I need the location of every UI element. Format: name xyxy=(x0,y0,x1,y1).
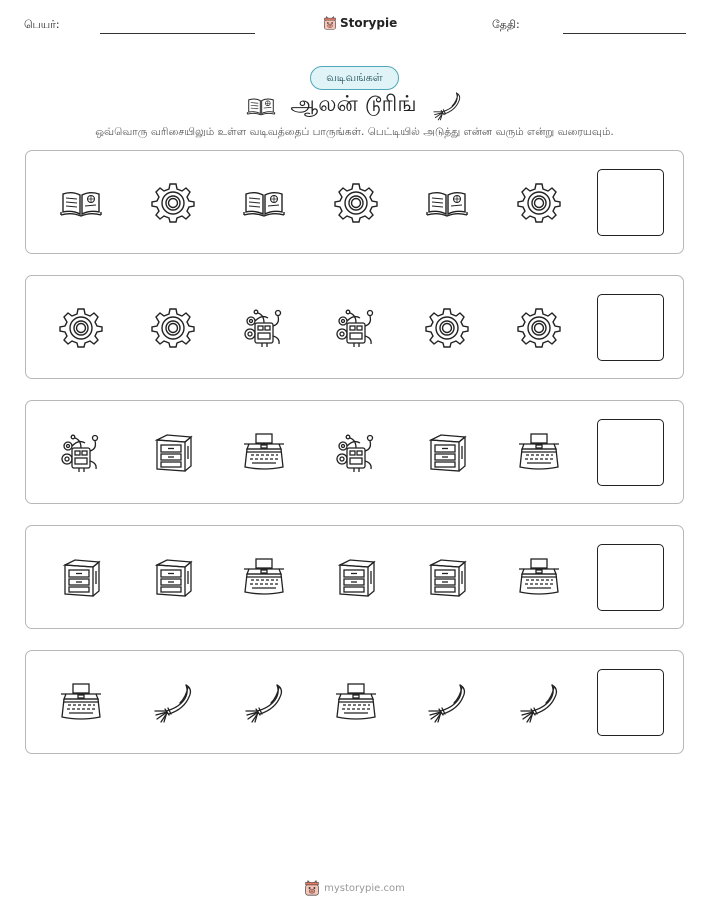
gear-icon xyxy=(425,306,469,350)
circuit-board-icon xyxy=(59,431,103,475)
pattern-item xyxy=(59,556,103,600)
filing-cabinet-icon xyxy=(59,556,103,600)
pattern-item xyxy=(59,431,103,475)
open-book-icon xyxy=(425,181,469,225)
filing-cabinet-icon xyxy=(334,556,378,600)
gear-icon xyxy=(151,306,195,350)
cable-icon xyxy=(431,90,463,122)
pig-mascot-icon xyxy=(323,14,337,32)
filing-cabinet-icon xyxy=(151,556,195,600)
pattern-item xyxy=(517,181,561,225)
pattern-item xyxy=(334,556,378,600)
name-label: பெயர்: xyxy=(24,18,60,31)
filing-cabinet-icon xyxy=(151,431,195,475)
pattern-item xyxy=(334,431,378,475)
typewriter-icon xyxy=(59,681,103,725)
brand-logo xyxy=(323,13,397,33)
filing-cabinet-icon xyxy=(425,556,469,600)
filing-cabinet-icon xyxy=(425,431,469,475)
pattern-item xyxy=(517,681,561,725)
brand-name: Storypie xyxy=(340,16,398,30)
pattern-row-5 xyxy=(25,650,684,754)
answer-box[interactable] xyxy=(597,419,664,486)
pattern-item xyxy=(151,181,195,225)
pattern-row-1 xyxy=(25,150,684,254)
pattern-item xyxy=(59,681,103,725)
answer-box[interactable] xyxy=(597,669,664,736)
pattern-item xyxy=(334,306,378,350)
pattern-item xyxy=(59,306,103,350)
pattern-item xyxy=(425,306,469,350)
answer-box[interactable] xyxy=(597,294,664,361)
category-badge: வடிவங்கள் xyxy=(310,66,399,90)
pattern-item xyxy=(425,181,469,225)
typewriter-icon xyxy=(517,556,561,600)
pattern-item xyxy=(151,681,195,725)
pattern-item xyxy=(151,431,195,475)
footer xyxy=(0,878,709,898)
name-line[interactable] xyxy=(100,33,255,34)
title-row xyxy=(0,90,709,122)
pattern-item xyxy=(242,431,286,475)
gear-icon xyxy=(517,181,561,225)
circuit-board-icon xyxy=(334,431,378,475)
pattern-item xyxy=(425,556,469,600)
typewriter-icon xyxy=(242,431,286,475)
pattern-item xyxy=(425,681,469,725)
open-book-icon xyxy=(59,181,103,225)
pattern-item xyxy=(242,306,286,350)
pattern-item xyxy=(242,556,286,600)
cable-icon xyxy=(425,681,469,725)
worksheet-header xyxy=(0,0,709,50)
cable-icon xyxy=(151,681,195,725)
typewriter-icon xyxy=(334,681,378,725)
pattern-item xyxy=(517,306,561,350)
circuit-board-icon xyxy=(334,306,378,350)
answer-box[interactable] xyxy=(597,169,664,236)
pattern-item xyxy=(59,181,103,225)
gear-icon xyxy=(517,306,561,350)
open-book-icon xyxy=(246,91,276,121)
pattern-row-3 xyxy=(25,400,684,504)
gear-icon xyxy=(151,181,195,225)
pattern-row-2 xyxy=(25,275,684,379)
open-book-icon xyxy=(242,181,286,225)
pig-mascot-icon xyxy=(304,879,320,897)
pattern-item xyxy=(151,306,195,350)
pattern-row-4 xyxy=(25,525,684,629)
date-line[interactable] xyxy=(563,33,686,34)
pattern-item xyxy=(334,181,378,225)
page-title: ஆலன் டூரிங் xyxy=(290,92,417,117)
cable-icon xyxy=(517,681,561,725)
footer-url: mystorypie.com xyxy=(324,882,405,894)
pattern-item xyxy=(517,431,561,475)
typewriter-icon xyxy=(517,431,561,475)
pattern-item xyxy=(517,556,561,600)
pattern-item xyxy=(242,181,286,225)
pattern-item xyxy=(151,556,195,600)
answer-box[interactable] xyxy=(597,544,664,611)
typewriter-icon xyxy=(242,556,286,600)
gear-icon xyxy=(59,306,103,350)
circuit-board-icon xyxy=(242,306,286,350)
pattern-item xyxy=(425,431,469,475)
pattern-item xyxy=(242,681,286,725)
gear-icon xyxy=(334,181,378,225)
cable-icon xyxy=(242,681,286,725)
instructions: ஒவ்வொரு வரிசையிலும் உள்ள வடிவத்தைப் பாருங்கள். பெட்டியில் அடுத்து என்ன வரும் என்று வரையவும். xyxy=(95,126,614,138)
date-label: தேதி: xyxy=(492,18,520,31)
pattern-item xyxy=(334,681,378,725)
